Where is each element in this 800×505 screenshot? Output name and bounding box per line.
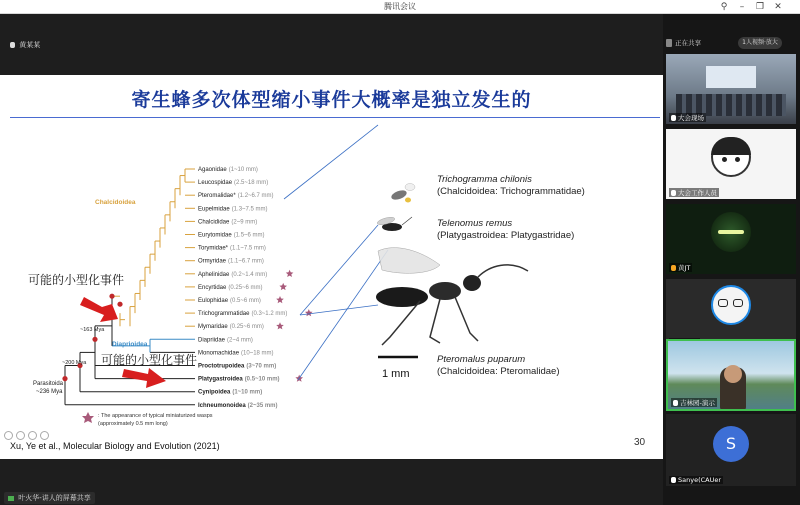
tree-node bbox=[92, 337, 97, 342]
wasp-image-pteromalus bbox=[376, 248, 528, 345]
red-arrow-2 bbox=[122, 368, 166, 388]
family-label: Agaonidae (1~10 mm) bbox=[198, 167, 258, 173]
family-label: Ichneumonoidea (2~35 mm) bbox=[198, 402, 278, 409]
annotation-miniaturization-1: 可能的小型化事件 bbox=[28, 273, 125, 287]
legend-text-1: : The appearance of typical miniaturized wasps bbox=[98, 413, 213, 419]
avatar: S bbox=[713, 426, 749, 462]
presenter-icon bbox=[666, 39, 672, 47]
miniaturized-star-icon bbox=[276, 296, 284, 303]
clade-chalcidoidea: Chalcidoidea bbox=[95, 199, 136, 206]
restore-icon[interactable]: ❐ bbox=[755, 2, 765, 12]
node-age-200: ~200 Mya bbox=[62, 360, 87, 366]
family-label: Chalcididae (2~9 mm) bbox=[198, 219, 258, 226]
tree-node bbox=[109, 294, 114, 299]
species-latin-name: Pteromalus puparum bbox=[437, 354, 526, 365]
screen-share-status bbox=[4, 492, 95, 504]
speaker-label bbox=[10, 40, 40, 50]
family-labels bbox=[198, 167, 313, 409]
clade-parasitoida-age: ~236 Mya bbox=[36, 389, 63, 395]
mic-icon bbox=[671, 115, 676, 121]
tree-node bbox=[117, 302, 122, 307]
window-title: 腾讯会议 bbox=[384, 2, 416, 11]
participant-name: 黄JT bbox=[669, 263, 692, 272]
family-label: Eurytomidae (1.5~6 mm) bbox=[198, 232, 265, 239]
family-label: Proctotrupoidea (3~70 mm) bbox=[198, 363, 277, 370]
miniaturized-star-icon bbox=[305, 309, 313, 316]
scale-bar-label: 1 mm bbox=[382, 368, 410, 380]
mic-icon bbox=[671, 265, 676, 271]
clade-diaprioidea: Diaprioidea bbox=[112, 341, 148, 348]
mic-icon bbox=[671, 477, 676, 483]
screen-share-status-text: 叶火华-讲人的屏幕共享 bbox=[18, 494, 91, 502]
legend-star-icon bbox=[82, 412, 94, 423]
species-group: (Chalcidoidea: Trichogrammatidae) bbox=[437, 186, 585, 197]
speaker-name: 黄某某 bbox=[19, 41, 41, 49]
phylogeny-figure bbox=[0, 75, 663, 459]
citation: Xu, Ye et al., Molecular Biology and Evolution (2021) bbox=[10, 441, 220, 451]
participants-panel bbox=[663, 14, 800, 505]
legend-text-2: (approximately 0.5 mm long) bbox=[98, 421, 168, 427]
node-age-163: ~163 Mya bbox=[80, 327, 105, 333]
pointer-line bbox=[298, 250, 388, 380]
panel-header bbox=[663, 36, 800, 50]
family-label: Torymidae* (1.1~7.5 mm) bbox=[198, 245, 266, 252]
family-label: Diapriidae (2~4 mm) bbox=[198, 337, 253, 344]
family-label: Cynipoidea (1~10 mm) bbox=[198, 389, 263, 396]
species-latin-name: Trichogramma chilonis bbox=[437, 174, 532, 185]
pointer-line bbox=[284, 125, 378, 199]
species-latin-name: Telenomus remus bbox=[437, 218, 513, 229]
mic-icon bbox=[10, 42, 15, 48]
miniaturized-star-icon bbox=[279, 283, 287, 290]
family-label: Encyrtidae (0.25~6 mm) bbox=[198, 284, 263, 291]
family-label: Leucospidae (2.5~18 mm) bbox=[198, 180, 269, 187]
slide-next-icon[interactable] bbox=[16, 431, 25, 440]
participant-name: Sanye(CAUer bbox=[669, 476, 723, 484]
slide-pen-icon[interactable] bbox=[28, 431, 37, 440]
slide-title: 寄生蜂多次体型缩小事件大概率是独立发生的 bbox=[131, 89, 532, 111]
mic-icon bbox=[671, 190, 676, 196]
close-icon[interactable]: ✕ bbox=[774, 2, 782, 12]
species-group: (Chalcidoidea: Pteromalidae) bbox=[437, 366, 560, 377]
slide-prev-icon[interactable] bbox=[4, 431, 13, 440]
participant-tile[interactable] bbox=[666, 414, 796, 486]
miniaturized-star-icon bbox=[276, 322, 284, 329]
participant-name: 大会工作人员 bbox=[669, 188, 719, 197]
wasp-image-telenomus bbox=[377, 216, 412, 231]
pointer-line bbox=[300, 305, 378, 315]
family-label: Ormyridae (1.1~6.7 mm) bbox=[198, 258, 264, 265]
family-label: Mymaridae (0.25~6 mm) bbox=[198, 324, 264, 331]
participant-name: 吉林园-演示 bbox=[671, 398, 717, 407]
participant-tile-active[interactable] bbox=[666, 339, 796, 411]
clade-parasitoida: Parasitoida bbox=[33, 381, 64, 387]
family-label: Eulophidae (0.5~6 mm) bbox=[198, 298, 261, 304]
share-bottom-bar bbox=[0, 459, 663, 505]
share-top-bar bbox=[0, 14, 663, 75]
family-label: Pteromalidae* (1.2~6.7 mm) bbox=[198, 193, 274, 200]
tree-node bbox=[62, 376, 67, 381]
family-label: Trichogrammatidae (0.3~1.2 mm) bbox=[198, 311, 288, 318]
pin-icon[interactable]: ⚲ bbox=[720, 2, 728, 12]
family-label: Aphelinidae (0.2~1.4 mm) bbox=[198, 271, 268, 278]
family-label: Monomachidae (10~18 mm) bbox=[198, 350, 274, 357]
slide-controls bbox=[4, 431, 49, 440]
avatar bbox=[711, 285, 751, 325]
family-label: Platygastroidea (0.5~10 mm) bbox=[198, 376, 280, 383]
wasp-image-trichogramma bbox=[390, 184, 415, 203]
page-number: 30 bbox=[634, 437, 646, 448]
sharing-label: 正在共享 bbox=[675, 39, 701, 47]
window-titlebar bbox=[0, 0, 800, 14]
family-label: Eupelmidae (1.3~7.5 mm) bbox=[198, 206, 268, 213]
species-group: (Platygastroidea: Platygastridae) bbox=[437, 230, 575, 241]
slide-more-icon[interactable] bbox=[40, 431, 49, 440]
annotation-miniaturization-2: 可能的小型化事件 bbox=[101, 353, 198, 367]
participant-tile[interactable] bbox=[666, 54, 796, 124]
pointer-line bbox=[300, 225, 378, 315]
share-icon bbox=[8, 496, 14, 501]
miniaturized-star-icon bbox=[286, 270, 294, 277]
shared-screen-area bbox=[0, 14, 663, 505]
mic-icon bbox=[673, 400, 678, 406]
participant-name: 大会现场 bbox=[669, 113, 706, 122]
presentation-slide bbox=[0, 75, 663, 459]
participant-tile[interactable] bbox=[666, 204, 796, 274]
participant-tile[interactable] bbox=[666, 129, 796, 199]
view-toggle-button[interactable]: 1人视频·放大 bbox=[738, 37, 782, 49]
minimize-icon[interactable]: – bbox=[739, 2, 745, 12]
